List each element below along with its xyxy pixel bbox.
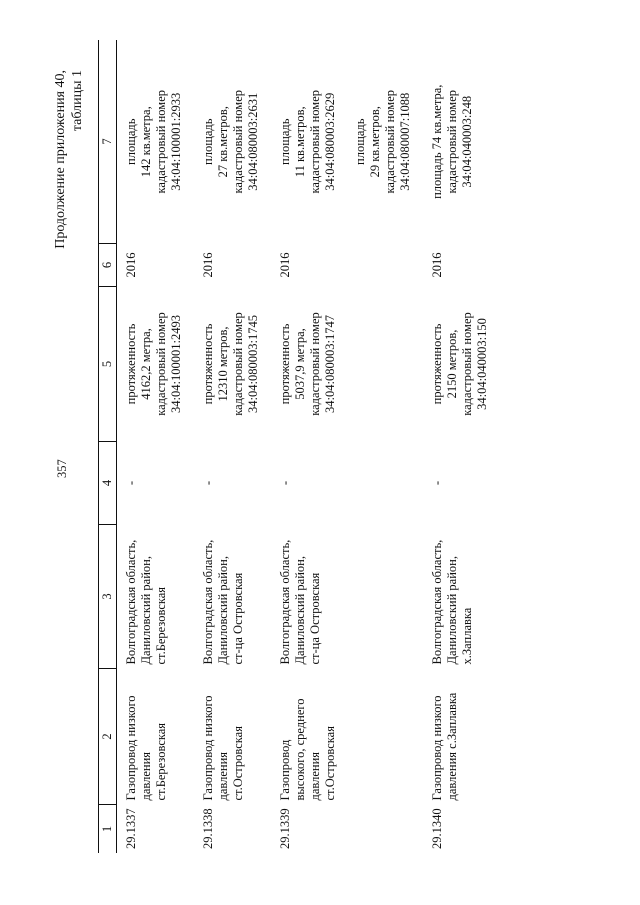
address-line: Волгоградская область, [278, 539, 292, 665]
object-name-cell [423, 669, 500, 805]
length-cell [423, 287, 500, 442]
notes-cell [423, 40, 500, 244]
length-line: 12310 метров, [216, 326, 230, 402]
length-line: протяженность [124, 323, 138, 405]
length-cell [194, 287, 271, 442]
column-header: 4 [99, 442, 117, 525]
length-line: кадастровый номер [460, 312, 474, 416]
notes-line: 34:04:100001:2933 [169, 92, 183, 191]
column-header: 1 [99, 805, 117, 854]
address-line: Волгоградская область, [201, 539, 215, 665]
address-line: ст-ца Островская [308, 572, 322, 665]
length-line: протяженность [278, 323, 292, 405]
appendix-heading [52, 70, 86, 320]
column-header: 6 [99, 244, 117, 287]
address-line: ст.Березовская [154, 586, 168, 665]
notes-line: площадь [124, 118, 138, 165]
row-number: 29.1340 [430, 808, 444, 849]
address-line: Даниловский район, [445, 556, 459, 665]
length-line: кадастровый номер [308, 312, 322, 416]
column-header: 5 [99, 287, 117, 442]
length-line: 34:04:080003:1745 [246, 315, 260, 413]
row-number: 29.1338 [201, 808, 215, 849]
length-cell [117, 287, 195, 442]
object-name-cell [194, 669, 271, 805]
column-header: 7 [99, 40, 117, 244]
row-number: 29.1339 [278, 808, 292, 849]
address-line: х.Заплавка [460, 607, 474, 665]
object-name-line: давления [308, 751, 322, 801]
table-row [117, 40, 195, 853]
object-name-cell [271, 669, 423, 805]
column-4-value: - [278, 480, 292, 486]
object-name-line: высокого, среднего [293, 698, 307, 801]
address-cell [117, 525, 195, 669]
notes-line: кадастровый номер [231, 89, 245, 194]
notes-line: 11 кв.метров, [293, 106, 307, 178]
object-name-line: Газопровод низкого [124, 695, 138, 801]
notes-line: 34:04:040003:248 [460, 95, 474, 188]
heading-line: Продолжение приложения 40, [53, 70, 68, 249]
object-name-cell [117, 669, 195, 805]
length-line: 34:04:080003:1747 [323, 315, 337, 413]
notes-cell [271, 40, 423, 244]
address-line: Волгоградская область, [124, 539, 138, 665]
notes-line: 29 кв.метров, [368, 106, 382, 178]
notes-line: кадастровый номер [445, 89, 459, 194]
table-row [271, 40, 423, 853]
year-cell: 2016 [201, 252, 215, 278]
notes-line: 142 кв.метра, [139, 106, 153, 178]
notes-spacer [338, 44, 353, 240]
length-line: 4162,2 метра, [139, 328, 153, 400]
object-name-line: ст.Островская [231, 726, 245, 801]
address-cell [194, 525, 271, 669]
length-line: протяженность [201, 323, 215, 405]
notes-cell [194, 40, 271, 244]
length-line: 34:04:040003:150 [475, 318, 489, 410]
notes-line: площадь 74 кв.метра, [430, 84, 444, 199]
object-name-line: давления [216, 751, 230, 801]
address-line: Даниловский район, [293, 556, 307, 665]
notes-line: площадь [278, 118, 292, 165]
table-row [423, 40, 500, 853]
length-line: протяженность [430, 323, 444, 405]
year-cell: 2016 [430, 252, 444, 278]
length-line: 5037,9 метра, [293, 328, 307, 400]
notes-line: 27 кв.метров, [216, 106, 230, 178]
year-cell: 2016 [278, 252, 292, 278]
length-line: 34:04:100001:2493 [169, 315, 183, 413]
object-name-line: Газопровод [278, 739, 292, 801]
length-line: кадастровый номер [154, 312, 168, 416]
column-header: 2 [99, 669, 117, 805]
address-cell [423, 525, 500, 669]
object-name-line: Газопровод низкого [201, 695, 215, 801]
table-row [194, 40, 271, 853]
notes-line: площадь [201, 118, 215, 165]
notes-line: кадастровый номер [308, 89, 322, 194]
year-cell: 2016 [124, 252, 138, 278]
length-cell [271, 287, 423, 442]
notes-line: 34:04:080003:2631 [246, 92, 260, 191]
object-name-line: Газопровод низкого [430, 695, 444, 801]
object-name-line: ст.Островская [323, 726, 337, 801]
object-name-line: давления с.Заплавка [445, 692, 459, 801]
column-4-value: - [201, 480, 215, 486]
notes-line: площадь [353, 118, 367, 165]
column-header: 3 [99, 525, 117, 669]
table-header-row [99, 40, 117, 853]
object-name-line: давления [139, 751, 153, 801]
notes-line: 34:04:080003:2629 [323, 92, 337, 191]
notes-line: кадастровый номер [154, 89, 168, 194]
notes-line: 34:04:080007:1088 [398, 92, 412, 191]
column-4-value: - [430, 480, 444, 486]
length-line: 2150 метров, [445, 329, 459, 399]
row-number: 29.1337 [124, 808, 138, 849]
heading-line: таблицы 1 [70, 70, 85, 132]
length-line: кадастровый номер [231, 312, 245, 416]
address-cell [271, 525, 423, 669]
address-line: Даниловский район, [216, 556, 230, 665]
column-4-value: - [124, 480, 138, 486]
notes-line: кадастровый номер [383, 89, 397, 194]
address-line: Даниловский район, [139, 556, 153, 665]
address-line: ст-ца Островская [231, 572, 245, 665]
object-name-line: ст.Березовская [154, 722, 168, 801]
address-line: Волгоградская область, [430, 539, 444, 665]
appendix-table [98, 40, 500, 853]
notes-cell [117, 40, 195, 244]
page-number: 357 [55, 459, 69, 478]
